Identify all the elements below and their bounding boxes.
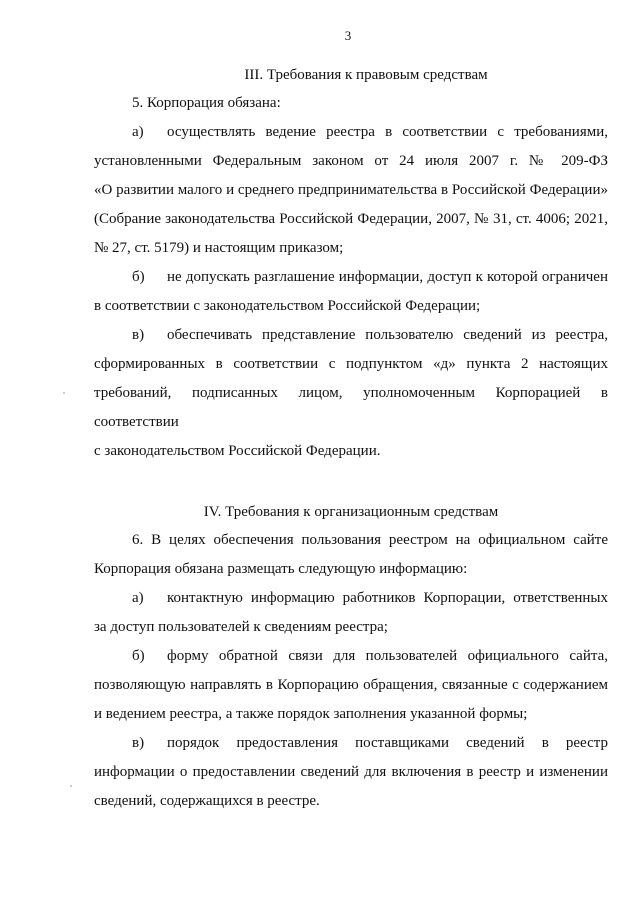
section-3-heading: III. Требования к правовым средствам xyxy=(244,67,488,83)
scan-speck xyxy=(70,785,72,787)
item-line xyxy=(94,584,608,613)
item-line: сформированных в соответствии с подпунктом «д» пункта 2 настоящих xyxy=(94,356,608,372)
item-line xyxy=(94,729,608,758)
item-marker: б) xyxy=(132,269,145,285)
item-line: информации о предоставлении сведений для включения в реестр и изменении xyxy=(94,764,608,780)
item-text: контактную информацию работников Корпорации, ответственных xyxy=(167,590,608,606)
item-line: «О развитии малого и среднего предпринимательства в Российской Федерации» xyxy=(94,182,608,198)
item-line xyxy=(94,118,608,147)
item-marker: а) xyxy=(132,124,144,140)
clause-6-item-a xyxy=(94,584,608,642)
item-line xyxy=(94,642,608,671)
clause-6 xyxy=(94,526,608,584)
scan-speck xyxy=(63,392,65,394)
item-marker: в) xyxy=(132,735,145,751)
item-line: установленными Федеральным законом от 24 июля 2007 г. № 209-ФЗ xyxy=(94,153,608,169)
item-line: в соответствии с законодательством Российской Федерации; xyxy=(94,298,481,314)
item-text: порядок предоставления поставщиками сведений в реестр xyxy=(167,735,608,751)
item-line: сведений, содержащихся в реестре. xyxy=(94,793,320,809)
item-line: и ведением реестра, а также порядок заполнения указанной формы; xyxy=(94,706,528,722)
item-line: позволяющую направлять в Корпорацию обращения, связанные с содержанием xyxy=(94,677,608,693)
item-line: с законодательством Российской Федерации. xyxy=(94,443,381,459)
clause-5-item-v xyxy=(94,321,608,466)
item-line xyxy=(94,263,608,292)
section-4-heading: IV. Требования к организационным средствам xyxy=(203,504,499,520)
clause-5-item-a xyxy=(94,118,608,263)
item-text: форму обратной связи для пользователей официального сайта, xyxy=(167,648,608,664)
clause-6-item-b xyxy=(94,642,608,729)
item-line: за доступ пользователей к сведениям реестра; xyxy=(94,619,388,635)
item-marker: б) xyxy=(132,648,145,664)
document-body xyxy=(94,61,608,816)
item-line: № 27, ст. 5179) и настоящим приказом; xyxy=(94,240,344,256)
clause-5-item-b xyxy=(94,263,608,321)
item-line xyxy=(94,321,608,350)
item-line: требований, подписанных лицом, уполномоченным Корпорацией в соответствии xyxy=(94,385,608,430)
item-marker: в) xyxy=(132,327,145,343)
item-text: обеспечивать представление пользователю сведений из реестра, xyxy=(167,327,608,343)
item-text: не допускать разглашение информации, доступ к которой ограничен xyxy=(167,269,608,285)
clause-6-item-v xyxy=(94,729,608,816)
item-text: осуществлять ведение реестра в соответствии с требованиями, xyxy=(167,124,608,140)
clause-5: 5. Корпорация обязана: xyxy=(132,95,281,111)
clause-line: 6. В целях обеспечения пользования реестром на официальном сайте xyxy=(132,532,608,548)
page-number: 3 xyxy=(344,28,352,43)
clause-line: Корпорация обязана размещать следующую информацию: xyxy=(94,561,468,577)
item-line: (Собрание законодательства Российской Федерации, 2007, № 31, ст. 4006; 2021, xyxy=(94,211,608,227)
item-marker: а) xyxy=(132,590,144,606)
